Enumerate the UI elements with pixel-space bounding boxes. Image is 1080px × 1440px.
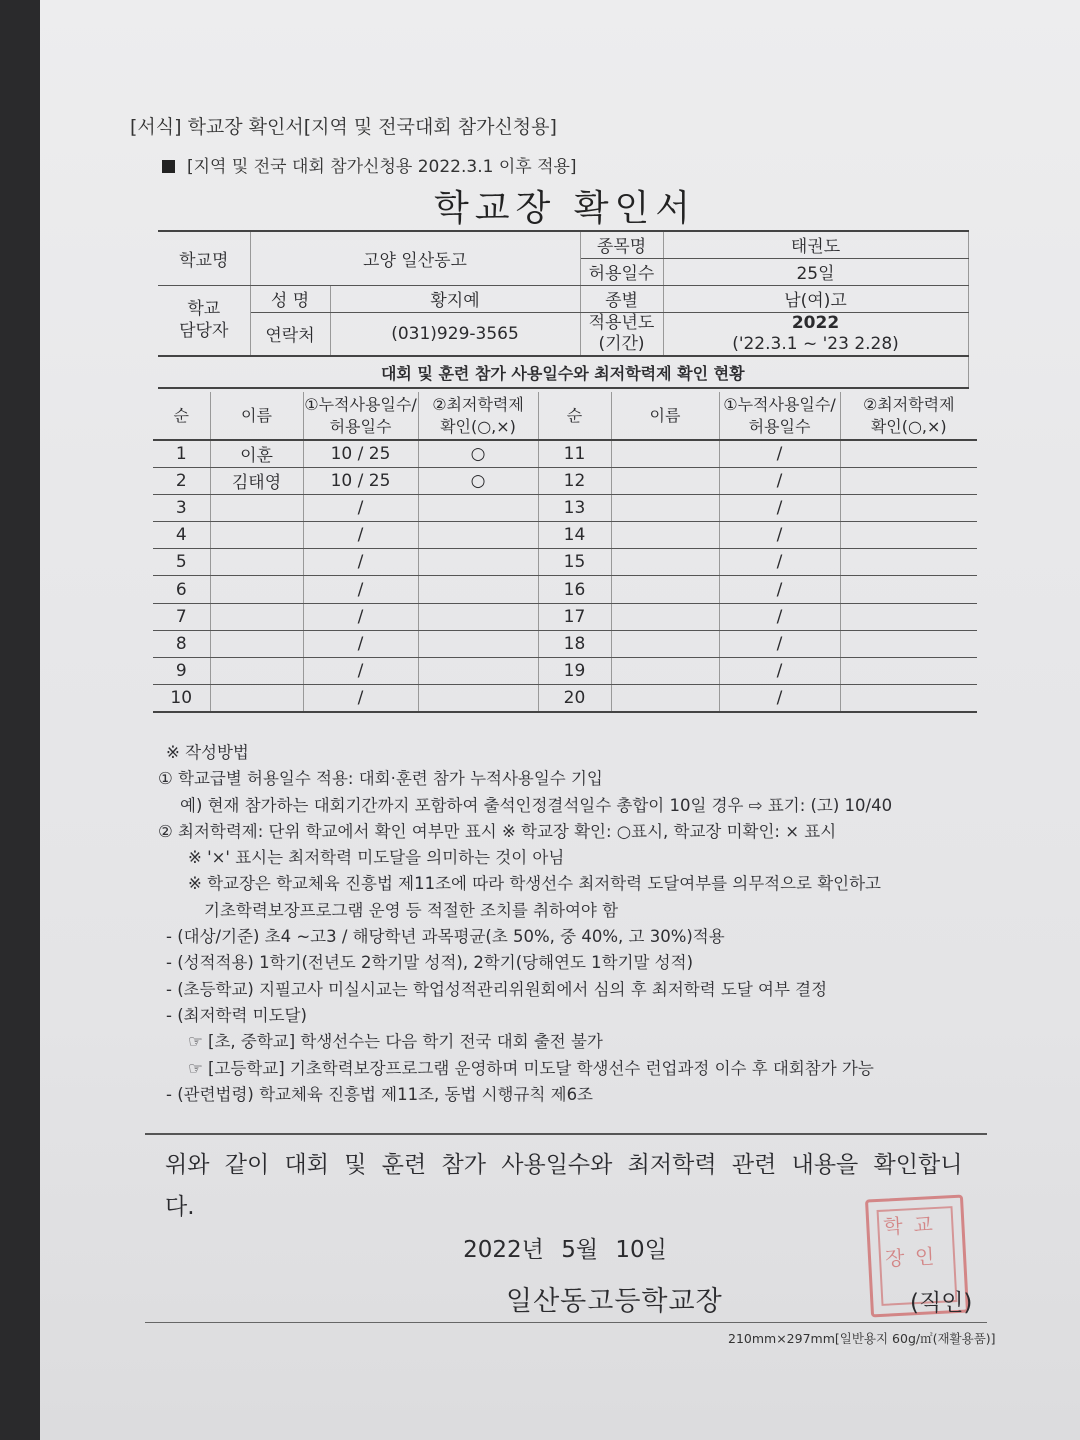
gender-label: 종별 [580, 285, 663, 312]
section-title: 대회 및 훈련 참가 사용일수와 최저학력제 확인 현황 [158, 356, 968, 388]
row-days-2: / [719, 658, 840, 685]
divider [145, 1322, 987, 1323]
note-line: ② 최저학력제: 단위 학교에서 확인 여부만 표시 ※ 학교장 확인: ○표시, 학교장 미확인: × 표시 [158, 821, 837, 841]
seal-label: (직인) [910, 1290, 973, 1316]
row-no-2: 20 [538, 685, 611, 712]
row-no-2: 19 [538, 658, 611, 685]
row-check-2 [840, 522, 977, 549]
header-days-line2: 허용일수 [329, 416, 392, 436]
row-days: / [303, 685, 418, 712]
row-days-2: / [719, 603, 840, 630]
row-no: 3 [153, 494, 210, 521]
row-check: ○ [418, 440, 538, 467]
row-check [418, 658, 538, 685]
header-name-2: 이름 [611, 392, 719, 440]
row-no: 8 [153, 630, 210, 657]
row-no-2: 13 [538, 494, 611, 521]
row-check-2 [840, 630, 977, 657]
manager-label [158, 285, 250, 356]
row-days-2: / [719, 494, 840, 521]
square-bullet-icon [162, 160, 175, 173]
divider [145, 1133, 987, 1135]
row-no: 9 [153, 658, 210, 685]
manager-label-line2: 담당자 [179, 321, 229, 342]
year-value-cell [663, 312, 968, 356]
header-check-2-line2: 확인(○,×) [870, 416, 947, 436]
row-days: / [303, 576, 418, 603]
row-check-2 [840, 576, 977, 603]
row-name [210, 630, 303, 657]
header-no: 순 [153, 392, 210, 440]
row-name [210, 658, 303, 685]
table-row [153, 685, 977, 712]
note-line: ☞ [고등학교] 기초학력보장프로그램 운영하며 미도달 학생선수 런업과정 이수 후 대회참가 가능 [188, 1058, 874, 1078]
header-no-2: 순 [538, 392, 611, 440]
row-days: 10 / 25 [303, 467, 418, 494]
row-days: / [303, 549, 418, 576]
row-name-2 [611, 494, 719, 521]
row-days: / [303, 630, 418, 657]
sport-value: 태권도 [663, 231, 968, 258]
row-name [210, 576, 303, 603]
table-row [153, 658, 977, 685]
table-row [153, 494, 977, 521]
row-days: 10 / 25 [303, 440, 418, 467]
row-name-2 [611, 658, 719, 685]
row-name-2 [611, 440, 719, 467]
note-line: ☞ [초, 중학교] 학생선수는 다음 학기 전국 대회 출전 불가 [188, 1032, 603, 1052]
row-days: / [303, 522, 418, 549]
note-line: ※ 학교장은 학교체육 진흥법 제11조에 따라 학생선수 최저학력 도달여부를 의무적으로 확인하고 [188, 874, 881, 894]
sport-label: 종목명 [580, 231, 663, 258]
contact-value: (031)929-3565 [330, 312, 580, 356]
row-check-2 [840, 467, 977, 494]
manager-label-line1: 학교 [187, 299, 221, 320]
row-name-2 [611, 549, 719, 576]
name-label: 성 명 [250, 285, 330, 312]
year-label-line2: (기간) [598, 333, 645, 354]
row-no: 4 [153, 522, 210, 549]
row-no-2: 15 [538, 549, 611, 576]
note-line: ※ '×' 표시는 최저학력 미도달을 의미하는 것이 아님 [188, 848, 565, 868]
row-days-2: / [719, 630, 840, 657]
row-check-2 [840, 440, 977, 467]
row-name-2 [611, 576, 719, 603]
document-page [40, 0, 1080, 1440]
row-check [418, 522, 538, 549]
row-no-2: 17 [538, 603, 611, 630]
row-no: 1 [153, 440, 210, 467]
row-name [210, 685, 303, 712]
row-name: 김태영 [210, 467, 303, 494]
year-label-line1: 적용년도 [588, 312, 655, 333]
official-seal-icon: 학 교 장 인 [865, 1195, 969, 1318]
row-no-2: 16 [538, 576, 611, 603]
row-days-2: / [719, 440, 840, 467]
row-name [210, 549, 303, 576]
row-check-2 [840, 685, 977, 712]
row-check-2 [840, 603, 977, 630]
issue-date: 2022년 5월 10일 [463, 1237, 667, 1263]
row-name-2 [611, 603, 719, 630]
usage-table [153, 392, 977, 713]
row-name-2 [611, 522, 719, 549]
row-no-2: 14 [538, 522, 611, 549]
header-check [418, 392, 538, 440]
info-table [158, 230, 1080, 389]
principal-title: 일산동고등학교장 [506, 1286, 723, 1317]
row-name [210, 494, 303, 521]
table-row [153, 603, 977, 630]
row-no: 5 [153, 549, 210, 576]
note-line: - (대상/기준) 초4 ~고3 / 해당학년 과목평균(초 50%, 중 40%, 고 30%)적용 [166, 927, 725, 947]
row-name-2 [611, 467, 719, 494]
row-days-2: / [719, 685, 840, 712]
note-line: - (관련법령) 학교체육 진흥법 제11조, 동법 시행규칙 제6조 [166, 1084, 593, 1104]
table-row [153, 630, 977, 657]
note-line: - (성적적용) 1학기(전년도 2학기말 성적), 2학기(당해연도 1학기말 성적) [166, 953, 694, 973]
header-days-2-line1: ①누적사용일수/ [723, 394, 836, 414]
table-row [153, 440, 977, 467]
page-title: 학교장 확인서 [433, 188, 697, 229]
row-check-2 [840, 658, 977, 685]
note-line: ※ 작성방법 [166, 743, 249, 762]
gender-value: 남(여)고 [663, 285, 968, 312]
subtitle [162, 152, 577, 177]
instructions [158, 740, 892, 1108]
year-label [580, 312, 663, 356]
table-row [153, 522, 977, 549]
note-line: - (최저학력 미도달) [166, 1005, 307, 1025]
row-days-2: / [719, 522, 840, 549]
row-days: / [303, 603, 418, 630]
header-days-2 [719, 392, 840, 440]
row-check [418, 576, 538, 603]
row-no: 6 [153, 576, 210, 603]
row-days-2: / [719, 549, 840, 576]
row-days-2: / [719, 467, 840, 494]
table-row [153, 467, 977, 494]
row-no-2: 11 [538, 440, 611, 467]
row-name-2 [611, 630, 719, 657]
header-check-line2: 확인(○,×) [440, 416, 516, 436]
header-check-2-line1: ②최저학력제 [862, 394, 955, 414]
header-check-line1: ②최저학력제 [432, 394, 524, 414]
school-value: 고양 일산동고 [250, 231, 580, 285]
year-value: 2022 [791, 312, 840, 333]
row-name [210, 522, 303, 549]
row-name [210, 603, 303, 630]
row-days: / [303, 658, 418, 685]
row-name-2 [611, 685, 719, 712]
note-line: - (초등학교) 지필고사 미실시교는 학업성적관리위원회에서 심의 후 최저학력 도달 여부 결정 [166, 979, 828, 999]
allowed-days-label: 허용일수 [580, 258, 663, 285]
row-no-2: 18 [538, 630, 611, 657]
row-no: 7 [153, 603, 210, 630]
header-days-2-line2: 허용일수 [748, 416, 811, 436]
header-name: 이름 [210, 392, 303, 440]
row-check-2 [840, 494, 977, 521]
row-check [418, 685, 538, 712]
paper-size-note: 210mm×297mm[일반용지 60g/㎡(재활용품)] [728, 1331, 996, 1346]
row-check [418, 549, 538, 576]
row-check: ○ [418, 467, 538, 494]
period-value: ('22.3.1 ~ '23 2.28) [732, 333, 899, 354]
table-row [153, 549, 977, 576]
row-no: 2 [153, 467, 210, 494]
name-value: 황지예 [330, 285, 580, 312]
note-line: 예) 현재 참가하는 대회기간까지 포함하여 출석인정결석일수 총합이 10일 경우 ⇨ 표기: (고) 10/40 [180, 795, 893, 815]
row-check-2 [840, 549, 977, 576]
subtitle-text: [지역 및 전국 대회 참가신청용 2022.3.1 이후 적용] [187, 157, 577, 177]
contact-label: 연락처 [250, 312, 330, 356]
row-name: 이훈 [210, 440, 303, 467]
note-line: ① 학교급별 허용일수 적용: 대회·훈련 참가 누적사용일수 기입 [158, 769, 603, 789]
table-row [153, 576, 977, 603]
form-label: [서식] 학교장 확인서[지역 및 전국대회 참가신청용] [130, 116, 557, 138]
note-line: 기초학력보장프로그램 운영 등 적절한 조치를 취하여야 함 [204, 900, 619, 920]
row-check [418, 630, 538, 657]
row-days: / [303, 494, 418, 521]
allowed-days-value: 25일 [663, 258, 968, 285]
row-no: 10 [153, 685, 210, 712]
row-days-2: / [719, 576, 840, 603]
confirmation-statement: 위와 같이 대회 및 훈련 참가 사용일수와 최저학력 관련 내용을 확인합니다. [165, 1152, 963, 1220]
header-days-line1: ①누적사용일수/ [304, 394, 417, 414]
header-days [303, 392, 418, 440]
row-check [418, 603, 538, 630]
row-no-2: 12 [538, 467, 611, 494]
school-label: 학교명 [158, 231, 250, 285]
row-check [418, 494, 538, 521]
header-check-2 [840, 392, 977, 440]
